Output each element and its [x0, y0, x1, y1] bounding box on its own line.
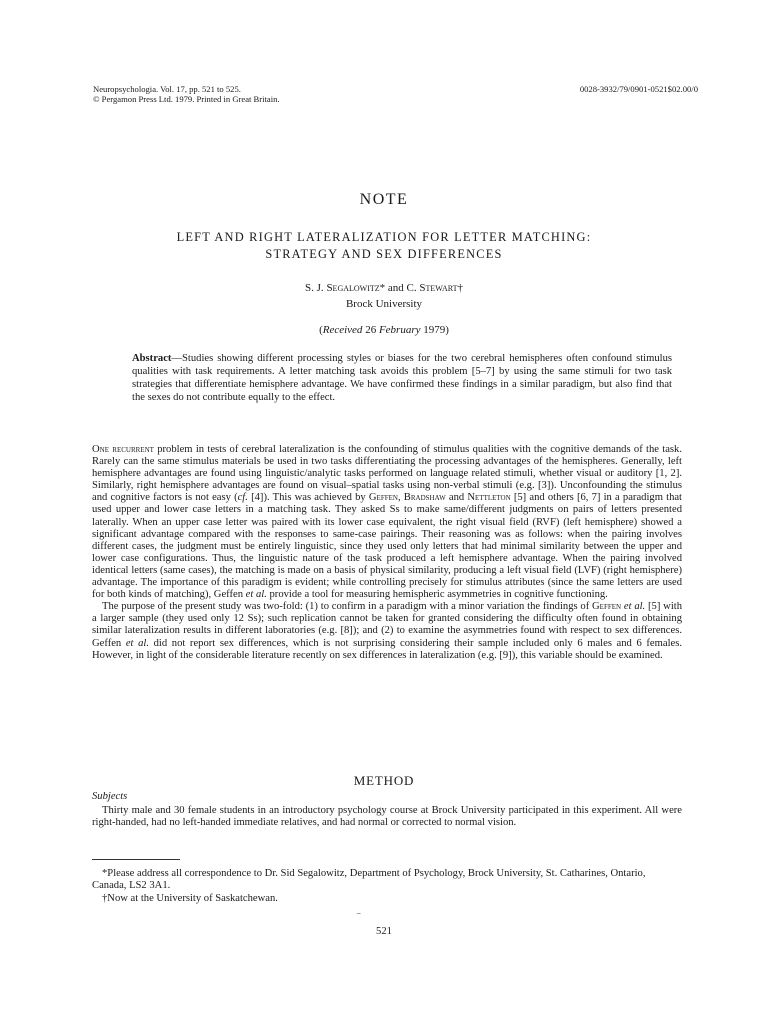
paper-title-line-2: STRATEGY AND SEX DIFFERENCES — [265, 247, 503, 261]
paragraph-1 — [92, 444, 682, 601]
abstract-label: Abstract — [132, 353, 172, 364]
author2-name: Stewart — [419, 282, 458, 294]
p2-text-a: The purpose of the present study was two-fold: (1) to confirm in a paradigm with a minor variation the findings of — [102, 601, 593, 613]
footnote-1: *Please address all correspondence to Dr. Sid Segalowitz, Department of Psychology, Brock University, St. Catharines, Ontario, Canada, LS2 3A1. — [92, 868, 646, 892]
paragraph-2 — [92, 601, 682, 661]
paper-title — [80, 229, 688, 263]
p1-nettleton: Nettleton — [467, 492, 511, 504]
abstract — [132, 353, 672, 405]
paper-title-line-1: LEFT AND RIGHT LATERALIZATION FOR LETTER MATCHING: — [176, 230, 592, 244]
p1-cf: cf. — [237, 492, 248, 504]
author2-mark: † — [457, 282, 463, 294]
received-year: 1979 — [423, 324, 446, 336]
p2-etal-1: et al. — [621, 601, 646, 613]
abstract-text: —Studies showing different processing styles or biases for the two cerebral hemispheres often confound stimulus qualities with task requirements. A letter matching task avoids this problem [5–7] by using the same stimuli for two task strategies that differentiate hemisphere advantage. We have confirmed these findings in a similar paradigm, but also find that the sexes do not contribute equally to the effect. — [132, 353, 672, 403]
p1-geffen: Geffen — [368, 492, 398, 504]
journal-citation — [93, 84, 280, 104]
received-month: February — [378, 324, 421, 336]
p2-etal-2: et al. — [125, 637, 149, 649]
body-text — [92, 444, 682, 662]
p1-text-e: [5] and others [6, 7] in a paradigm that used upper and lower case letters in a matching task. They asked Ss to make same/different judgments on pairs of letters presented laterally. When an upper case letter was paired with its lower case equivalent, the right visual field (RVF) (left hemisphere) showed a significant advantage compared with the responses to same-case pairings. Their reasoning was as follows: when the pairing involves different cases, the judgment must be entirely linguistic, since they used only letters that had minimal similarity between the upper and lower case configurations. Thus, the linguistic nature of the task produced a left hemisphere advantage. When the pairing involved identical letters (same cases), the matching is made on a basis of physical similarity, producing a left visual field (LVF) (right hemisphere) advantage. The importance of this paradigm is evident; while controlling precisely for stimulus attributes (since the same letters are used for both kinds of matching), Geffen — [92, 492, 683, 601]
subjects-heading: Subjects — [92, 791, 128, 802]
p1-text-a: problem in tests of cerebral lateralization is the confounding of stimulus qualities with the cognitive demands of the task. Rarely can the same stimulus materials be used in two tasks differentiating the processing advantages of the hemispheres. Generally, left hemisphere advantages are found using linguistic/analytic tasks performed on language related stimuli, whether visual or auditory [1, 2]. Similarly, right hemisphere advantages are found on visual–spatial tasks using non-verbal stimuli (e.g. [3]). Unconfounding the stimulus and cognitive factors is not easy ( — [92, 444, 683, 504]
p1-etal: et al. — [245, 589, 267, 601]
p1-text-f: provide a tool for measuring hemispheric asymmetries in cognitive functioning. — [266, 589, 608, 601]
method-heading: METHOD — [353, 773, 415, 788]
author1-name: Segalowitz — [326, 282, 380, 294]
received-date — [0, 324, 768, 336]
note-heading: NOTE — [359, 191, 409, 208]
footnote-rule — [92, 859, 180, 860]
received-close-paren: ) — [445, 324, 449, 336]
received-label: Received — [322, 324, 363, 336]
author-conjunction: and — [387, 282, 404, 294]
author1-mark: * — [379, 282, 386, 294]
p2-text-b: [5] with a larger sample (they used only 12 Ss); such replication cannot be taken for granted considering the difficulty often found in obtaining similar lateralization results in different laboratories (e.g. [8]); and (2) to examine the asymmetries found with respect to sex differences. Geffen — [92, 601, 682, 649]
footnote-2: †Now at the University of Saskatchewan. — [102, 892, 278, 904]
publisher-line: © Pergamon Press Ltd. 1979. Printed in Great Britain. — [93, 94, 280, 104]
p2-text-c: did not report sex differences, which is not surprising considering their sample included only 6 males and 6 females. However, in light of the considerable literature recently on sex differences in lateralization (e.g. [9]), this variable should be examined. — [92, 637, 682, 661]
subjects-paragraph: Thirty male and 30 female students in an introductory psychology course at Brock University participated in this experiment. All were right-handed, had no left-handed immediate relatives, and had normal or corrected to normal vision. — [92, 805, 682, 829]
received-open-paren: ( — [319, 324, 323, 336]
journal-line: Neuropsychologia. Vol. 17, pp. 521 to 525. — [93, 84, 241, 94]
lead-words: One recurrent — [92, 444, 154, 455]
p1-text-d: and — [445, 492, 468, 504]
article-code-text: 0028-3932/79/0901-0521$02.00/0 — [579, 84, 698, 94]
article-code — [580, 84, 698, 94]
footnotes — [92, 868, 682, 905]
p1-text-b: [4]). This was achieved by — [247, 492, 369, 504]
author1-initials: S. J. — [305, 282, 324, 294]
dash-mark: ‾ — [357, 914, 361, 925]
author-names — [0, 280, 768, 296]
p1-bradshaw: Bradshaw — [403, 492, 446, 504]
affiliation: Brock University — [345, 298, 423, 310]
author2-initials: C. — [406, 282, 417, 294]
page-number: 521 — [376, 926, 392, 937]
p1-text-c: , — [397, 492, 404, 504]
received-day: 26 — [365, 324, 377, 336]
p2-geffen: Geffen — [592, 601, 622, 613]
author-block — [0, 280, 768, 312]
